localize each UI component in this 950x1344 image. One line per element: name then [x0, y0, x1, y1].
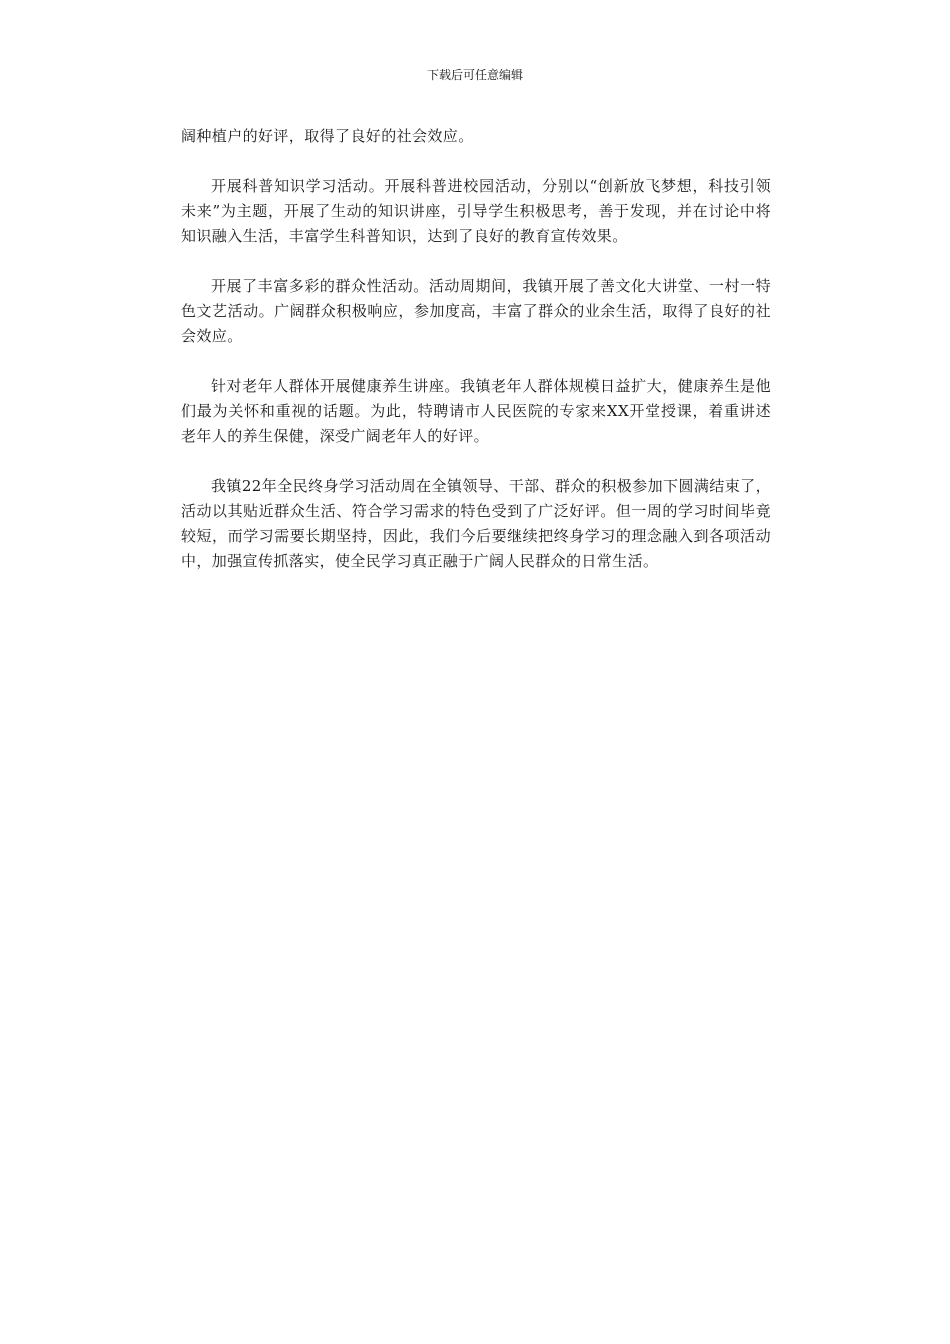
page-header-note: 下载后可任意编辑 [426, 68, 523, 82]
paragraph-conclusion: 我镇22年全民终身学习活动周在全镇领导、干部、群众的积极参加下圆满结束了，活动以其贴近群众生活、符合学习需求的特色受到了广泛好评。但一周的学习时间毕竟较短，而学习需要长期坚持，因此，我们今后要继续把终身学习的理念融入到各项活动中，加强宣传抓落实，使全民学习真正融于广阔人民群众的日常生活。 [181, 477, 771, 570]
document-body [181, 124, 771, 599]
paragraph-science-activities: 开展科普知识学习活动。开展科普进校园活动，分别以“创新放飞梦想，科技引领未来”为主题，开展了生动的知识讲座，引导学生积极思考，善于发现，并在讨论中将知识融入生活，丰富学生科普知识，达到了良好的教育宣传效果。 [181, 177, 771, 245]
paragraph-elderly-health-lecture: 针对老年人群体开展健康养生讲座。我镇老年人群体规模日益扩大，健康养生是他们最为关怀和重视的话题。为此，特聘请市人民医院的专家来XX开堂授课，着重讲述老年人的养生保健，深受广阔老年人的好评。 [181, 377, 771, 445]
paragraph-continuation: 阔种植户的好评，取得了良好的社会效应。 [181, 127, 474, 145]
paragraph-mass-activities: 开展了丰富多彩的群众性活动。活动周期间，我镇开展了善文化大讲堂、一村一特色文艺活动。广阔群众积极响应，参加度高，丰富了群众的业余生活，取得了良好的社会效应。 [181, 277, 771, 345]
